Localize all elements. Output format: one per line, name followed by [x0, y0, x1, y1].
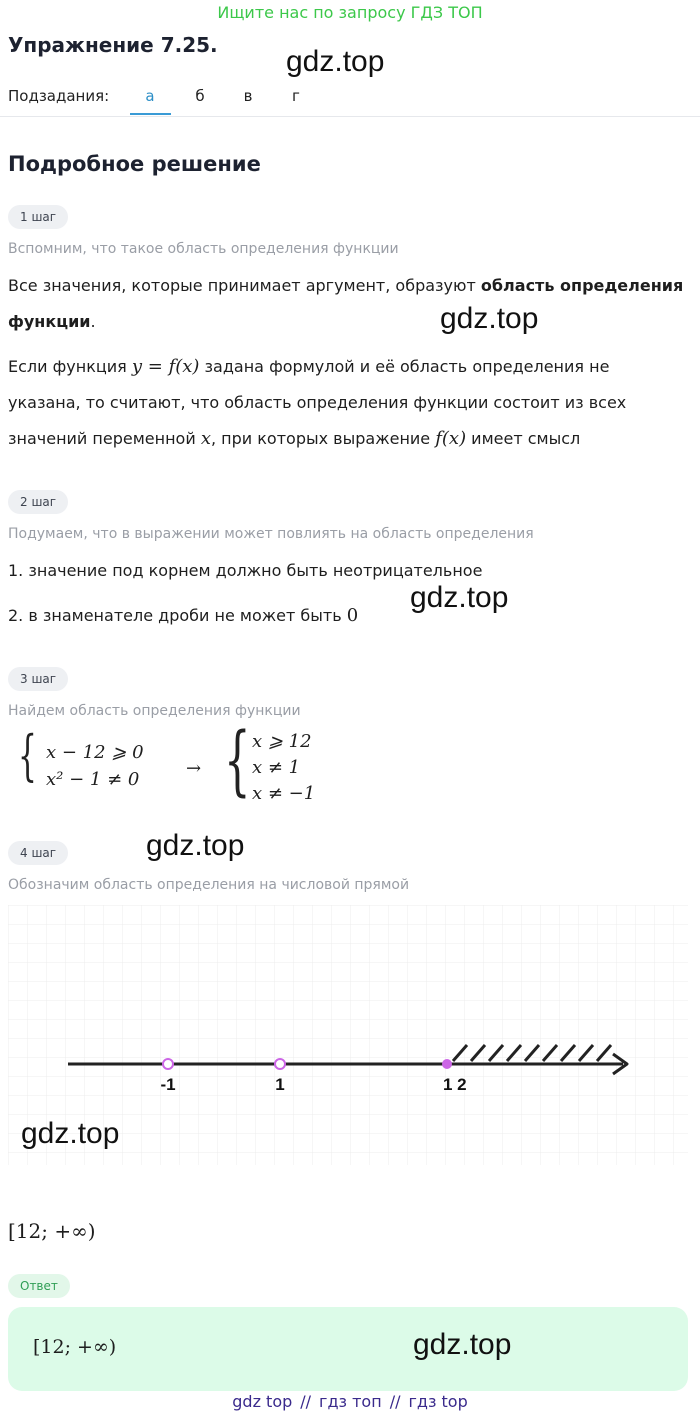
footer-link-2[interactable]: гдз топ	[319, 1392, 382, 1411]
answer-value: [12; +∞)	[33, 1336, 117, 1358]
right-system-line-3: x ≠ −1	[252, 783, 316, 804]
subtask-tab-g[interactable]: г	[292, 87, 300, 105]
step-1-badge: 1 шаг	[8, 205, 68, 229]
watermark: gdz.top	[21, 1117, 120, 1150]
step-2-hint: Подумаем, что в выражении может повлиять на область определения	[8, 526, 534, 542]
top-banner: Ищите нас по запросу ГДЗ ТОП	[217, 3, 483, 22]
math-x: x	[200, 428, 211, 449]
active-tab-indicator	[130, 113, 171, 115]
point-label: -1	[160, 1075, 176, 1094]
left-brace: {	[18, 724, 37, 787]
step-2-item-2: 2. в знаменателе дроби не может быть 0	[8, 605, 359, 626]
divider	[0, 116, 700, 117]
watermark: gdz.top	[286, 45, 385, 78]
step-4-hint: Обозначим область определения на числовой прямой	[8, 877, 410, 893]
open-point	[275, 1059, 285, 1069]
step-1-paragraph-2: Если функция y = f(x) задана формулой и её область определения не указана, то считают, что область определения функции состоит из всех значений переменной x, при которых выражение f(x) имеет смысл	[8, 356, 627, 449]
footer-link-3[interactable]: гдз top	[408, 1392, 468, 1411]
step-1-paragraph-1: Все значения, которые принимает аргумент, образуют область определения функции.	[8, 276, 684, 331]
step-3-badge: 3 шаг	[8, 667, 68, 691]
subtask-tab-b[interactable]: б	[195, 87, 205, 105]
watermark: gdz.top	[413, 1328, 512, 1361]
bold-term-2: функции	[8, 312, 91, 331]
left-system-line-2: x² − 1 ≠ 0	[46, 769, 140, 790]
watermark: gdz.top	[146, 829, 245, 862]
math-fx: f(x)	[435, 428, 467, 449]
math-function: y = f(x)	[131, 356, 200, 377]
subtask-tab-v[interactable]: в	[243, 87, 253, 105]
right-brace: {	[224, 715, 251, 804]
subtasks-label: Подзадания:	[8, 87, 110, 105]
step-4-result: [12; +∞)	[8, 1219, 96, 1243]
filled-point	[443, 1060, 452, 1069]
right-system-line-2: x ≠ 1	[252, 757, 301, 778]
math-zero: 0	[346, 605, 359, 626]
step-4-badge: 4 шаг	[8, 841, 68, 865]
implication-arrow: →	[186, 758, 202, 779]
exercise-title: Упражнение 7.25.	[8, 33, 218, 57]
watermark: gdz.top	[410, 581, 509, 614]
step-2-badge: 2 шаг	[8, 490, 68, 514]
step-1-hint: Вспомним, что такое область определения функции	[8, 241, 399, 257]
solution-title: Подробное решение	[8, 152, 261, 176]
step-2-item-1: 1. значение под корнем должно быть неотрицательное	[8, 561, 483, 580]
step-3-hint: Найдем область определения функции	[8, 703, 301, 719]
point-label: 1	[275, 1075, 285, 1094]
subtask-tab-a[interactable]: а	[145, 87, 155, 105]
answer-badge: Ответ	[8, 1274, 70, 1298]
open-point	[163, 1059, 173, 1069]
point-label: 1 2	[443, 1075, 467, 1094]
bold-term: область определения	[480, 276, 684, 295]
right-system-line-1: x ⩾ 12	[252, 731, 312, 752]
footer-separator: //	[300, 1392, 312, 1411]
footer-link-1[interactable]: gdz top	[232, 1392, 293, 1411]
footer-links	[0, 1392, 700, 1411]
left-system-line-1: x − 12 ⩾ 0	[46, 742, 144, 763]
watermark: gdz.top	[440, 302, 539, 335]
footer-separator: //	[389, 1392, 401, 1411]
